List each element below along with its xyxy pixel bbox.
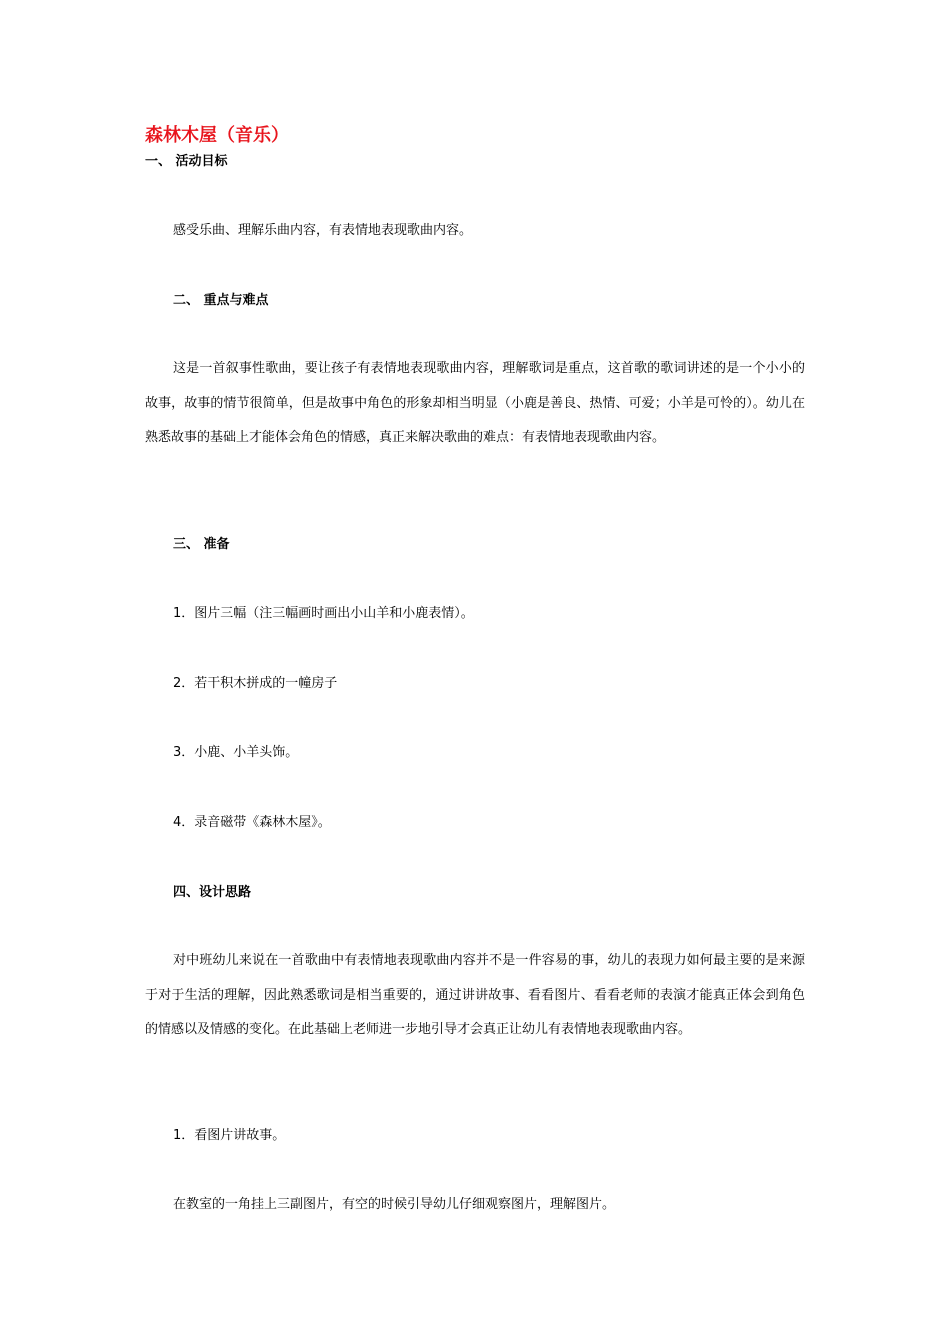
section-heading-design: 四、设计思路 [173, 885, 252, 900]
prep-item-1-text: 图片三幅（注三幅画时画出小山羊和小鹿表情）。 [194, 606, 474, 621]
prep-item-2-text: 若干积木拼成的一幢房子 [194, 676, 338, 691]
prep-item-1 [173, 605, 474, 623]
prep-item-3 [173, 744, 298, 762]
prep-item-4-number: 4． [173, 815, 195, 830]
prep-item-4 [173, 814, 331, 832]
section-heading-key-points: 二、 重点与难点 [173, 293, 269, 308]
prep-item-3-number: 3． [173, 745, 195, 760]
design-step-1 [173, 1127, 285, 1145]
section-heading-goals: 一、 活动目标 [145, 154, 228, 169]
document-title: 森林木屋（音乐） [145, 125, 289, 146]
goals-text: 感受乐曲、理解乐曲内容，有表情地表现歌曲内容。 [173, 223, 473, 238]
prep-item-3-text: 小鹿、小羊头饰。 [194, 745, 299, 760]
prep-item-2 [173, 675, 337, 693]
design-step-1-description: 在教室的一角挂上三副图片，有空的时候引导幼儿仔细观察图片，理解图片。 [173, 1197, 616, 1212]
design-step-1-text: 看图片讲故事。 [194, 1128, 286, 1143]
prep-item-1-number: 1． [173, 606, 195, 621]
key-points-paragraph: 这是一首叙事性歌曲，要让孩子有表情地表现歌曲内容，理解歌词是重点，这首歌的歌词讲述的是一个小小的故事，故事的情节很简单，但是故事中角色的形象却相当明显（小鹿是善良、热情、可爱；小羊是可怜的）。幼儿在熟悉故事的基础上才能体会角色的情感，真正来解决歌曲的难点：有表情地表现歌曲内容。 [145, 361, 805, 446]
design-step-1-number: 1． [173, 1128, 195, 1143]
design-paragraph: 对中班幼儿来说在一首歌曲中有表情地表现歌曲内容并不是一件容易的事，幼儿的表现力如何最主要的是来源于对于生活的理解，因此熟悉歌词是相当重要的，通过讲讲故事、看看图片、看看老师的表演才能真正体会到角色的情感以及情感的变化。在此基础上老师进一步地引导才会真正让幼儿有表情地表现歌曲内容。 [145, 953, 805, 1038]
prep-item-4-text: 录音磁带《森林木屋》。 [194, 815, 331, 830]
prep-item-2-number: 2． [173, 676, 195, 691]
section-heading-preparation: 三、 准备 [173, 537, 230, 552]
